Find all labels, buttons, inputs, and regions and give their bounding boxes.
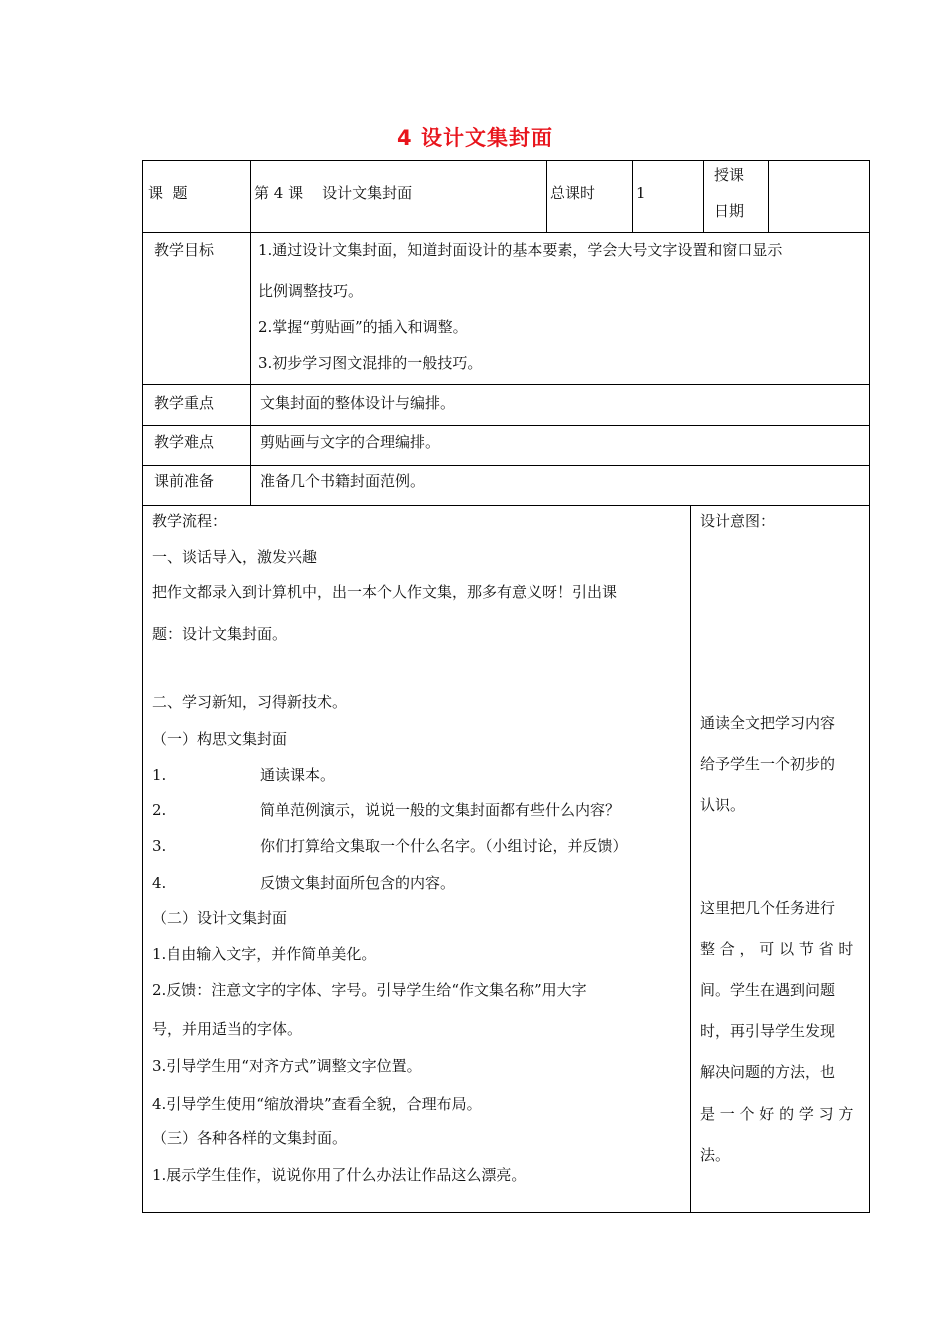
design-note-line: 给予学生一个初步的 — [700, 755, 836, 773]
objective-line: 2.掌握“剪贴画”的插入和调整。 — [258, 318, 468, 336]
row-divider — [142, 425, 870, 426]
paragraph-line: 把作文都录入到计算机中，出一本个人作文集，那多有意义呀！引出课 — [152, 583, 618, 601]
paragraph-line: 题：设计文集封面。 — [152, 625, 288, 643]
list-item-text: 你们打算给文集取一个什么名字。（小组讨论，并反馈） — [260, 837, 628, 855]
paragraph-line: 2.反馈：注意文字的字体、字号。引导学生给“作文集名称”用大字 — [152, 981, 587, 999]
col-divider — [546, 160, 547, 232]
process-heading: 教学流程： — [152, 512, 228, 530]
design-note-line: 间。学生在遇到问题 — [700, 981, 836, 999]
design-note-line: 通读全文把学习内容 — [700, 714, 836, 732]
list-item-text: 反馈文集封面所包含的内容。 — [260, 874, 456, 892]
row-divider — [142, 384, 870, 385]
col-divider — [703, 160, 704, 232]
objectives-label: 教学目标 — [154, 241, 215, 259]
key-point-value: 文集封面的整体设计与编排。 — [260, 394, 456, 412]
design-note-line: 是 一 个 好 的 学 习 方 — [700, 1105, 854, 1123]
section-title: 二、学习新知，习得新技术。 — [152, 693, 348, 711]
subsection-title: （三）各种各样的文集封面。 — [152, 1129, 348, 1147]
preparation-label: 课前准备 — [154, 472, 215, 490]
design-intent-heading: 设计意图： — [700, 512, 776, 530]
list-item-number: 2. — [152, 801, 167, 819]
objective-line: 1.通过设计文集封面，知道封面设计的基本要素，学会大号文字设置和窗口显示 — [258, 241, 783, 259]
col-divider — [632, 160, 633, 232]
design-note-line: 整 合 ， 可 以 节 省 时 — [700, 940, 854, 958]
document-title: 4 设计文集封面 — [397, 126, 553, 150]
design-note-line: 认识。 — [700, 796, 746, 814]
objective-line: 比例调整技巧。 — [258, 282, 364, 300]
paragraph-line: 号，并用适当的字体。 — [152, 1020, 303, 1038]
list-item-text: 通读课本。 — [260, 766, 336, 784]
list-item-text: 简单范例演示，说说一般的文集封面都有些什么内容？ — [260, 801, 621, 819]
design-note-line: 法。 — [700, 1146, 731, 1164]
paragraph-line: 4.引导学生使用“缩放滑块”查看全貌，合理布局。 — [152, 1095, 482, 1113]
design-note-line: 这里把几个任务进行 — [700, 899, 836, 917]
subject-label: 课 题 — [148, 184, 188, 202]
subsection-title: （一）构思文集封面 — [152, 730, 288, 748]
row-divider — [142, 505, 870, 506]
key-point-label: 教学重点 — [154, 394, 215, 412]
teach-date-label: 授课 — [714, 166, 745, 184]
total-hours-value: 1 — [636, 184, 646, 202]
col-divider — [768, 160, 769, 232]
subject-value: 第 4 课 设计文集封面 — [254, 184, 413, 202]
paragraph-line: 3.引导学生用“对齐方式”调整文字位置。 — [152, 1057, 422, 1075]
total-hours-label: 总课时 — [550, 184, 596, 202]
list-item-number: 3. — [152, 837, 167, 855]
teach-date-label: 日期 — [714, 202, 745, 220]
difficulty-value: 剪贴画与文字的合理编排。 — [260, 433, 441, 451]
design-note-line: 解决问题的方法，也 — [700, 1063, 836, 1081]
row-divider — [142, 465, 870, 466]
difficulty-label: 教学难点 — [154, 433, 215, 451]
col-divider — [250, 160, 251, 505]
paragraph-line: 1.展示学生佳作，说说你用了什么办法让作品这么漂亮。 — [152, 1166, 527, 1184]
objective-line: 3.初步学习图文混排的一般技巧。 — [258, 354, 483, 372]
col-divider — [690, 505, 691, 1213]
list-item-number: 1. — [152, 766, 167, 784]
preparation-value: 准备几个书籍封面范例。 — [260, 472, 426, 490]
design-note-line: 时，再引导学生发现 — [700, 1022, 836, 1040]
subsection-title: （二）设计文集封面 — [152, 909, 288, 927]
list-item-number: 4. — [152, 874, 167, 892]
row-divider — [142, 232, 870, 233]
paragraph-line: 1.自由输入文字，并作简单美化。 — [152, 945, 377, 963]
section-title: 一、谈话导入，激发兴趣 — [152, 548, 318, 566]
